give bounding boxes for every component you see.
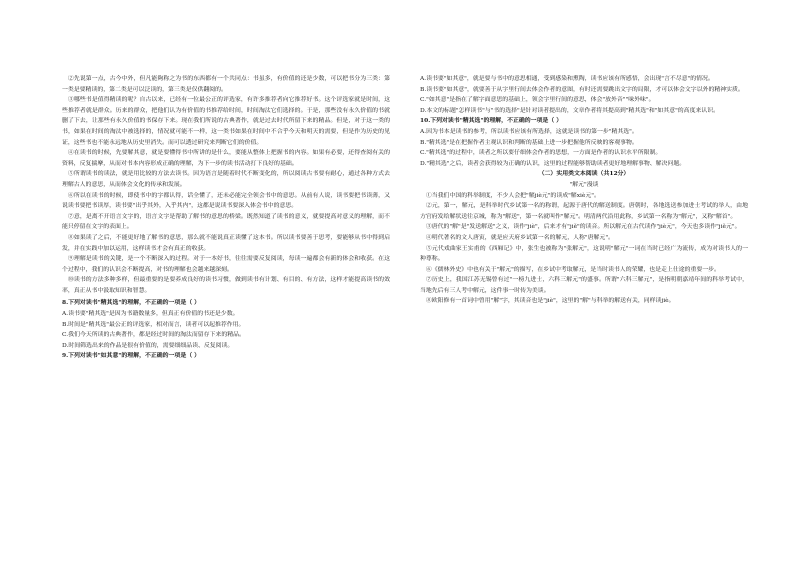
paragraph: ④在读书的时候，先要解其意，就是要懂得书中所讲的是什么，要能从整体上把握书的内容。如果有必要，还得查阅有关的资料，反复揣摩，从而对书本内容形成正确的理解，为下一步的读书活动打下良好的基础。 bbox=[62, 150, 390, 167]
paragraph: ④明代著名的文人唐寅，就是应天府乡试第一名的解元，人称"唐解元"。 bbox=[425, 234, 614, 241]
answer-option: C."精其选"的过程中，读者之所以要仔细体会作者的思想，一方面是作者的认识水平所限制。 bbox=[420, 150, 662, 157]
paragraph: ②元，第一，解元，是科举时代乡试第一名的称谓，起源于唐代的解送制度。唐朝时，各地选送参加进士考试的举人，由地方官府发给解状送往京城，称为"解送"，第一名就叫作"解元"。明清两代沿用此称，乡试第一名称为"解元"，又称"解首"。 bbox=[420, 203, 748, 220]
paragraph: ⑤所谓读书的读法，就是用比较的方法去读书。因为语言是随着时代不断变化的，所以阅读古书要有耐心，通过各种方式去理解古人的意思，从而体会文化的传承和发展。 bbox=[62, 171, 390, 188]
paragraph: ⑥《儒林外史》中也有关于"解元"的描写，在乡试中考取解元，是当时读书人的荣耀，也是走上仕途的重要一步。 bbox=[425, 266, 720, 273]
paragraph: ⑩读书的方法多种多样，但最重要的是要养成良好的读书习惯，做到读书有计划、有目的、有方法，这样才能提高读书的效率，真正从书中汲取知识和智慧。 bbox=[62, 277, 390, 294]
paragraph: ⑦意，是离不开语言文字的，语言文字是帮助了解书的意思的桥梁。既然知道了读书的意义，就要提高对意义的理解，而不能只停留在文字的表面上。 bbox=[62, 213, 390, 231]
paragraph: ⑧欧阳修有一首词中曾用"解"字，其读音也是"jiè"，这里的"解"与科举的解送有关，同样读jiè。 bbox=[425, 298, 675, 305]
paragraph: ⑤元代戏曲家王实甫的《西厢记》中，张生也被称为"张解元"，这说明"解元"一词在当时已经广为流传，成为对读书人的一种尊称。 bbox=[420, 245, 748, 263]
paragraph: ③哪些书是值得精读的呢？自古以来，已经有一位最公正的评选家，有许多推荐者向它推荐好书。这个评选家就是时间，这些推荐者就是群众。历来的群众，把他们认为有价值的书推荐给时间，时间淘汰它们选择的。于是，那些没有永久价值的书就删了下去，让那些有永久价值的书保存下来。现在我们所说的古典著作，就是过去时代所留下来的精品。但是，对于这一类的书，如果在时间的淘汰中被选择的，情况就可能不一样，这一类书如果在时间中不合乎今天和明天的需要，但是作为历史的见证，这些书也不能永远地从历史里消失。而可以透过研究来判断它们的价值。 bbox=[62, 97, 390, 146]
paragraph: ②先说第一点，古今中外，但凡能夠称之为书的东西都有一个共同点：书虽多，有价值的还是少数，可以把书分为三类：第一类是要精读的，第二类是可以泛读的，第三类是仅供翻阅的。 bbox=[62, 76, 390, 93]
answer-option: B."精其选"是在把握作者主观认识和判断的基础上进一步把握他所反映的客观事物。 bbox=[420, 139, 638, 146]
paragraph: ⑨理解是读书的关键，是一个不断深入的过程。对于一本好书，往往需要反复阅读，每读一遍都会有新的体会和收获。在这个过程中，我们的认识会不断提高，对书的理解也会越来越深刻。 bbox=[62, 256, 390, 273]
answer-option: D.时间筛选出来的作品是很有价值的，需要细细品读、反复阅读。 bbox=[62, 342, 234, 349]
answer-option: C.我们今天所读的古典著作，都是经过时间的淘汰而留存下来的精品。 bbox=[62, 332, 245, 339]
paragraph: ⑧如果读了之后，不能更好地了解书的意思，那么就不能说真正读懂了这本书。所以读书要善于思考，要能够从书中得到启发，并在实践中加以运用，这样读书才会有真正的收获。 bbox=[62, 234, 390, 252]
section-heading: （二）实用类文本阅读（共12分） bbox=[538, 170, 630, 178]
right-column bbox=[420, 74, 748, 542]
answer-option: C."如其意"是指在了解字面意思的基础上，领会字里行间的意思，体会"放外音""味外味"。 bbox=[420, 97, 655, 104]
answer-option: A.因为书本是读书的参考，所以读书应该有所选择，这就是读书的第一步"精其选"。 bbox=[420, 128, 638, 135]
question-stem: 8.下列对读书"精其选"的理解，不正确的一项是（ ） bbox=[62, 299, 201, 307]
answer-option: B.时间是"精其选"最公正的评选家，相对而言，读者可以起推荐作用。 bbox=[62, 321, 245, 328]
answer-option: D.本文的标题"怎样读书"与"书的选择"是针对读者提出的，文章作者将其提高到"精其选"和"如其意"的高度来认识。 bbox=[420, 107, 720, 114]
answer-option: D."精其选"之后，读者会获得较为正确的认识，这里的过程能够帮助读者更好地理解事物、解决问题。 bbox=[420, 160, 686, 167]
answer-option: A.读书要"精其选"是因为书籍数量多，但真正有价值的书还是少数。 bbox=[62, 311, 239, 318]
question-stem: 9.下列对读书"如其意"的理解，不正确的一项是（ ） bbox=[62, 352, 201, 360]
paragraph: ⑥所以在读书的时候，即使书中的字都认得，话全懂了，还未必能完全领会书中的意思。从前有人说，读书要把书读薄，又说读书要把书读厚，读书要"出乎其外，入乎其内"，这都是说读书要深入体会书中的意思。 bbox=[62, 192, 390, 210]
left-column bbox=[62, 74, 390, 542]
answer-option: B.读书要"如其意"，就要善于从字里行间去体会作者的意图，有时还需要跳出文字的局限，才可以体会文字以外的精神实质。 bbox=[420, 86, 744, 93]
paragraph: ③唐代的"解"是"发送解送"之义，读作"jiè"，后来才有"jiě"的读音。所以解元在古代读作"jiè元"，今天也多读作"jiě元"。 bbox=[425, 224, 741, 231]
paragraph: ⑦历史上，我国江苏无锡曾有过"一榜九进士，六科三解元"的盛事。所谓"六科三解元"，是指明朝嘉靖年间的科举考试中，当地先后有三人考中解元，这件事一时传为美谈。 bbox=[420, 277, 748, 294]
paragraph: ①当我们中国的科举制度，不少人会把"解jiè元"的读成"解xiè元"。 bbox=[425, 192, 600, 199]
answer-option: A.读书要"如其意"，就是要与书中的意思相通，受到感染和熏陶，读书应该有所感悟，会出现"言不尽意"的情况。 bbox=[420, 76, 714, 82]
question-stem: 10.下列对读书"精其选"的理解，不正确的一项是（ ） bbox=[420, 117, 563, 125]
article-title: "解元"漫谈 bbox=[569, 181, 599, 188]
